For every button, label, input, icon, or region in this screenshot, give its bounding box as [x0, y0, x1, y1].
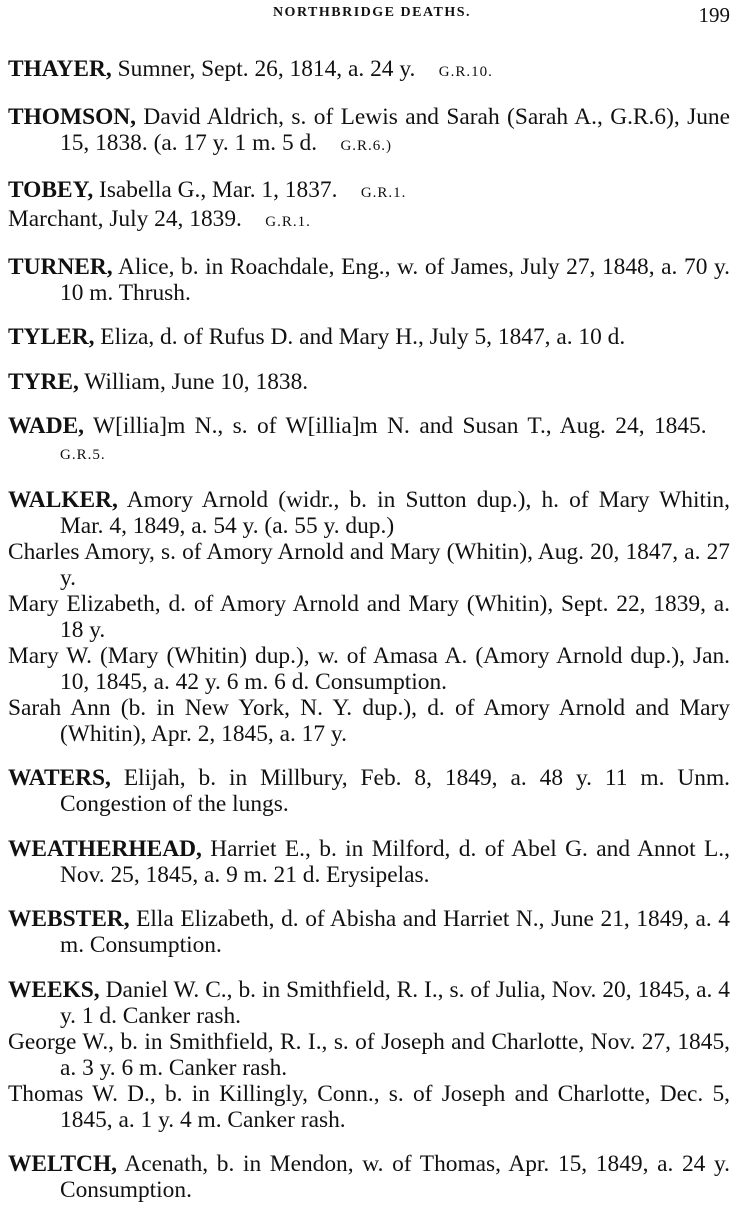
surname-group	[8, 836, 730, 888]
death-record-entry	[8, 836, 730, 888]
running-head	[0, 5, 744, 29]
death-record-entry	[8, 487, 730, 539]
surname-heading: WELTCH,	[8, 1151, 117, 1177]
death-record-entry	[8, 254, 730, 306]
death-record-entry	[8, 591, 730, 643]
death-record-entry	[8, 977, 730, 1029]
surname-group	[8, 104, 730, 159]
surname-group	[8, 324, 730, 350]
surname-group	[8, 56, 730, 85]
death-record-entry	[8, 177, 730, 206]
death-record-entry	[8, 695, 730, 747]
surname-heading: TOBEY,	[8, 177, 94, 203]
surname-heading: WATERS,	[8, 765, 111, 791]
record-text: Isabella G., Mar. 1, 1837.	[99, 177, 338, 203]
surname-heading: TYRE,	[8, 368, 79, 395]
record-text: David Aldrich, s. of Lewis and Sarah (Sarah A., G.R.6), June 15, 1838. (a. 17 y. 1 m. 5 d.	[60, 103, 730, 156]
death-record-entry	[8, 324, 730, 350]
death-record-entry	[8, 206, 730, 235]
gravestone-record-reference: G.R.10.	[438, 64, 493, 80]
record-text: Elijah, b. in Millbury, Feb. 8, 1849, a. 48 y. 11 m. Unm. Congestion of the lungs.	[60, 765, 730, 817]
record-text: Mary W. (Mary (Whitin) dup.), w. of Amasa A. (Amory Arnold dup.), Jan. 10, 1845, a. 42 y. 6 m. 6 d. Consumption.	[8, 642, 730, 695]
record-text: Sumner, Sept. 26, 1814, a. 24 y.	[117, 56, 416, 82]
surname-heading: WEBSTER,	[8, 906, 130, 932]
surname-group	[8, 413, 730, 468]
surname-group	[8, 487, 730, 747]
surname-group	[8, 906, 730, 958]
record-text: Harriet E., b. in Milford, d. of Abel G. and Annot L., Nov. 25, 1845, a. 9 m. 21 d. Erysipelas.	[60, 835, 730, 888]
surname-group	[8, 765, 730, 817]
record-text: Ella Elizabeth, d. of Abisha and Harriet N., June 21, 1849, a. 4 m. Consumption.	[60, 906, 730, 958]
death-record-entry	[8, 1151, 730, 1203]
gravestone-record-reference: G.R.6.)	[340, 137, 393, 154]
death-record-entry	[8, 369, 730, 395]
surname-group	[8, 977, 730, 1133]
record-text: Daniel W. C., b. in Smithfield, R. I., s. of Julia, Nov. 20, 1845, a. 4 y. 1 d. Canker rash.	[60, 976, 730, 1029]
death-record-entry	[8, 765, 730, 817]
record-text: Eliza, d. of Rufus D. and Mary H., July 5, 1847, a. 10 d.	[100, 324, 626, 350]
death-record-entry	[8, 104, 730, 159]
surname-heading: TURNER,	[8, 253, 113, 280]
death-record-entry	[8, 56, 730, 85]
surname-group	[8, 1151, 730, 1203]
death-record-entry	[8, 1029, 730, 1081]
surname-heading: WALKER,	[8, 486, 118, 513]
gravestone-record-reference: G.R.1.	[360, 185, 407, 201]
surname-heading: WEATHERHEAD,	[8, 835, 202, 862]
record-text: Sarah Ann (b. in New York, N. Y. dup.), d. of Amory Arnold and Mary (Whitin), Apr. 2, 1845, a. 17 y.	[8, 694, 730, 747]
surname-heading: WEEKS,	[8, 976, 100, 1003]
death-record-entry	[8, 413, 730, 468]
record-text: Acenath, b. in Mendon, w. of Thomas, Apr. 15, 1849, a. 24 y. Consumption.	[60, 1151, 730, 1203]
surname-heading: THAYER,	[8, 56, 112, 82]
record-text: Amory Arnold (widr., b. in Sutton dup.), h. of Mary Whitin, Mar. 4, 1849, a. 54 y. (a. 55 y. dup.)	[60, 486, 730, 539]
death-record-entry	[8, 1081, 730, 1133]
death-record-entry	[8, 906, 730, 958]
surname-heading: TYLER,	[8, 324, 95, 350]
death-record-entry	[8, 643, 730, 695]
record-text: Charles Amory, s. of Amory Arnold and Mary (Whitin), Aug. 20, 1847, a. 27 y.	[8, 538, 730, 591]
death-records-list	[8, 56, 730, 1222]
surname-heading: WADE,	[8, 413, 85, 439]
death-record-entry	[8, 539, 730, 591]
record-text: Marchant, July 24, 1839.	[8, 206, 242, 232]
surname-group	[8, 177, 730, 235]
surname-group	[8, 369, 730, 395]
gravestone-record-reference: G.R.1.	[265, 214, 311, 230]
surname-heading: THOMSON,	[8, 103, 137, 130]
record-text: Alice, b. in Roachdale, Eng., w. of James, July 27, 1848, a. 70 y. 10 m. Thrush.	[60, 253, 730, 306]
record-text: W[illia]m N., s. of W[illia]m N. and Susan T., Aug. 24, 1845.	[93, 413, 707, 439]
page-number: 199	[698, 3, 730, 27]
record-text: George W., b. in Smithfield, R. I., s. of Joseph and Charlotte, Nov. 27, 1845, a. 3 y. 6 m. Canker rash.	[8, 1028, 730, 1081]
record-text: William, June 10, 1838.	[84, 368, 309, 395]
surname-group	[8, 254, 730, 306]
gravestone-record-reference: G.R.5.	[60, 447, 106, 463]
running-head-title: NORTHBRIDGE DEATHS.	[272, 5, 472, 20]
record-text: Mary Elizabeth, d. of Amory Arnold and Mary (Whitin), Sept. 22, 1839, a. 18 y.	[8, 590, 730, 643]
record-text: Thomas W. D., b. in Killingly, Conn., s. of Joseph and Charlotte, Dec. 5, 1845, a. 1 y. 4 m. Canker rash.	[8, 1080, 730, 1133]
